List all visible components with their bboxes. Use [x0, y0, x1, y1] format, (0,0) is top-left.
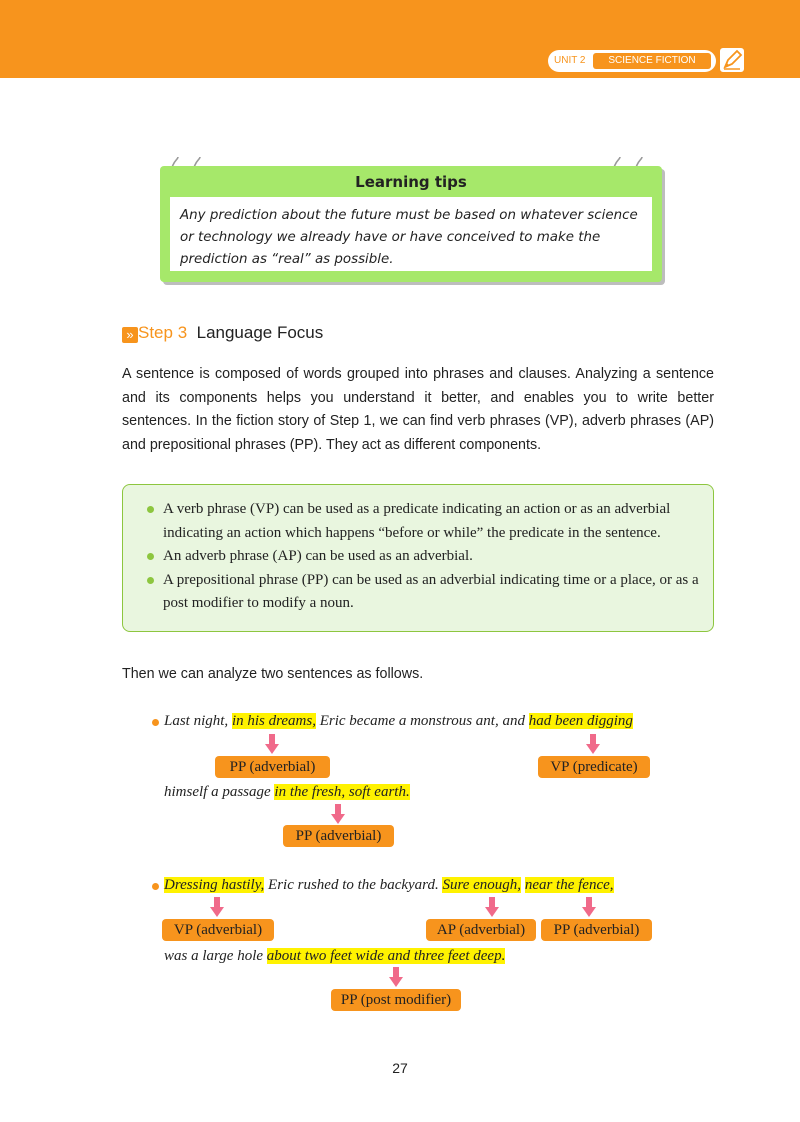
step-label: Step 3: [138, 323, 188, 342]
highlight: had been digging: [528, 713, 633, 729]
step-heading: [122, 323, 323, 343]
list-item: A prepositional phrase (PP) can be used as an adverbial indicating time or a place, or as a post modifier to modify a noun.: [147, 569, 703, 616]
bullet-dot: [152, 883, 159, 890]
down-arrow-icon: [389, 967, 403, 989]
pen-icon: [718, 46, 746, 74]
tag-pp-adverbial: PP (adverbial): [541, 919, 652, 941]
unit-label: UNIT 2: [554, 55, 586, 66]
highlight: in the fresh, soft earth.: [274, 784, 410, 800]
tag-pp-post-modifier: PP (post modifier): [331, 989, 461, 1011]
tag-vp-predicate: VP (predicate): [538, 756, 650, 778]
example2-line2: was a large hole about two feet wide and three feet deep.: [164, 948, 506, 964]
rules-box: [122, 484, 714, 632]
example1-line2: himself a passage in the fresh, soft earth.: [164, 784, 410, 800]
tag-pp-adverbial: PP (adverbial): [215, 756, 330, 778]
list-item: A verb phrase (VP) can be used as a predicate indicating an action or as an adverbial indicating an action which happens “before or while” the predicate in the sentence.: [147, 498, 703, 545]
example2-line1: Dressing hastily, Eric rushed to the backyard. Sure enough, near the fence,: [164, 877, 614, 893]
down-arrow-icon: [265, 734, 279, 756]
page-number: 27: [392, 1060, 408, 1076]
highlight: Dressing hastily,: [164, 877, 265, 893]
tag-vp-adverbial: VP (adverbial): [162, 919, 274, 941]
tag-pp-adverbial: PP (adverbial): [283, 825, 394, 847]
double-chevron-icon: »: [122, 327, 138, 343]
down-arrow-icon: [210, 897, 224, 919]
learning-tips-title: Learning tips: [355, 173, 467, 191]
bullet-dot: [152, 719, 159, 726]
example1-line1: Last night, in his dreams, Eric became a monstrous ant, and had been digging: [164, 713, 633, 729]
unit-title: SCIENCE FICTION: [593, 53, 711, 69]
unit-badge: [548, 50, 716, 72]
highlight: about two feet wide and three feet deep.: [266, 948, 506, 964]
down-arrow-icon: [485, 897, 499, 919]
highlight: Sure enough,: [442, 877, 522, 893]
tag-ap-adverbial: AP (adverbial): [426, 919, 536, 941]
intro-paragraph: A sentence is composed of words grouped into phrases and clauses. Analyzing a sentence and its components helps you understand it better, and enables you to write better sentences. In the fiction story of Step 1, we can find verb phrases (VP), adverb phrases (AP) and prepositional phrases (PP). They act as different components.: [122, 366, 714, 453]
down-arrow-icon: [582, 897, 596, 919]
step-title: Language Focus: [196, 323, 324, 342]
learning-tips-box: [160, 166, 662, 282]
learning-tips-body: Any prediction about the future must be based on whatever science or technology we already have or have conceived to make the prediction as “real” as possible.: [170, 197, 652, 271]
highlight: near the fence,: [524, 877, 614, 893]
list-item: An adverb phrase (AP) can be used as an adverbial.: [147, 545, 703, 569]
then-text: Then we can analyze two sentences as follows.: [122, 666, 424, 682]
highlight: in his dreams,: [231, 713, 316, 729]
down-arrow-icon: [331, 804, 345, 826]
down-arrow-icon: [586, 734, 600, 756]
